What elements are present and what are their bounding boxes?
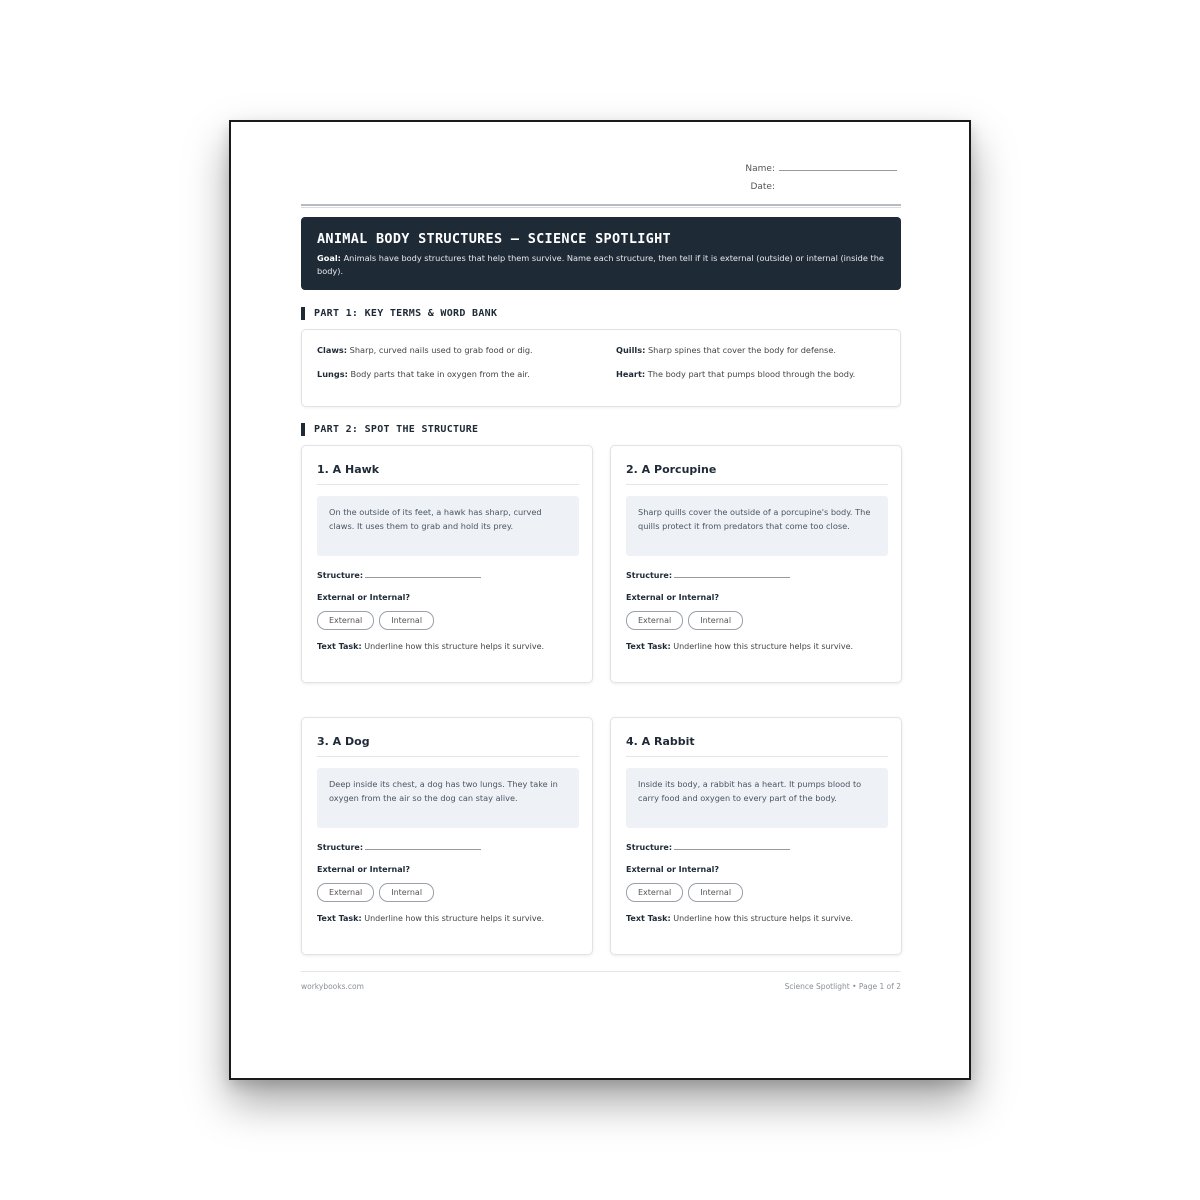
card-passage: On the outside of its feet, a hawk has sharp, curved claws. It uses them to grab and hold its prey. bbox=[317, 496, 579, 556]
card-rabbit bbox=[610, 717, 902, 955]
external-option[interactable]: External bbox=[626, 883, 683, 902]
date-label: Date: bbox=[750, 182, 775, 192]
choice-group bbox=[317, 608, 439, 630]
structure-blank[interactable] bbox=[365, 841, 481, 850]
goal-text bbox=[317, 252, 885, 278]
word-bank bbox=[301, 329, 901, 407]
name-blank[interactable] bbox=[779, 162, 897, 171]
text-task: Text Task: Underline how this structure helps it survive. bbox=[317, 642, 545, 651]
page-content bbox=[301, 122, 901, 1078]
external-internal-question: External or Internal? bbox=[626, 865, 720, 874]
card-hawk bbox=[301, 445, 593, 683]
section-marker bbox=[301, 423, 305, 436]
name-field[interactable] bbox=[741, 162, 901, 174]
title-banner bbox=[301, 217, 901, 290]
structure-blank[interactable] bbox=[365, 569, 481, 578]
term-quills: Quills: Sharp spines that cover the body for defense. bbox=[616, 345, 836, 355]
section-marker bbox=[301, 307, 305, 320]
text-task: Text Task: Underline how this structure helps it survive. bbox=[626, 914, 854, 923]
card-title: 2. A Porcupine bbox=[626, 463, 888, 485]
footer-page-info: Science Spotlight • Page 1 of 2 bbox=[784, 982, 901, 991]
card-passage: Sharp quills cover the outside of a porcupine's body. The quills protect it from predators that come too close. bbox=[626, 496, 888, 556]
term-heart: Heart: The body part that pumps blood through the body. bbox=[616, 369, 856, 379]
text-task: Text Task: Underline how this structure helps it survive. bbox=[626, 642, 854, 651]
internal-option[interactable]: Internal bbox=[379, 883, 434, 902]
worksheet-page bbox=[229, 120, 971, 1080]
external-internal-question: External or Internal? bbox=[626, 593, 720, 602]
external-internal-question: External or Internal? bbox=[317, 865, 411, 874]
footer-divider bbox=[301, 971, 901, 972]
name-label: Name: bbox=[745, 164, 775, 174]
internal-option[interactable]: Internal bbox=[379, 611, 434, 630]
card-passage: Deep inside its chest, a dog has two lungs. They take in oxygen from the air so the dog can stay alive. bbox=[317, 768, 579, 828]
goal-body: Animals have body structures that help them survive. Name each structure, then tell if it is external (outside) or internal (inside the body). bbox=[317, 253, 884, 276]
structure-field[interactable]: Structure: bbox=[626, 569, 790, 580]
external-option[interactable]: External bbox=[317, 611, 374, 630]
structure-field[interactable]: Structure: bbox=[626, 841, 790, 852]
card-title: 3. A Dog bbox=[317, 735, 579, 757]
text-task: Text Task: Underline how this structure helps it survive. bbox=[317, 914, 545, 923]
card-title: 1. A Hawk bbox=[317, 463, 579, 485]
internal-option[interactable]: Internal bbox=[688, 883, 743, 902]
card-porcupine bbox=[610, 445, 902, 683]
date-field[interactable] bbox=[741, 182, 901, 192]
card-dog bbox=[301, 717, 593, 955]
part1-heading: PART 1: KEY TERMS & WORD BANK bbox=[301, 307, 901, 321]
choice-group bbox=[317, 880, 439, 902]
external-option[interactable]: External bbox=[626, 611, 683, 630]
part2-heading: PART 2: SPOT THE STRUCTURE bbox=[301, 423, 901, 437]
term-lungs: Lungs: Body parts that take in oxygen from the air. bbox=[317, 369, 530, 379]
card-title: 4. A Rabbit bbox=[626, 735, 888, 757]
goal-label: Goal: bbox=[317, 253, 341, 263]
term-claws: Claws: Sharp, curved nails used to grab food or dig. bbox=[317, 345, 533, 355]
worksheet-title: ANIMAL BODY STRUCTURES — SCIENCE SPOTLIGHT bbox=[317, 231, 671, 247]
structure-field[interactable]: Structure: bbox=[317, 841, 481, 852]
header-divider bbox=[301, 204, 901, 208]
choice-group bbox=[626, 880, 748, 902]
structure-blank[interactable] bbox=[674, 569, 790, 578]
external-internal-question: External or Internal? bbox=[317, 593, 411, 602]
footer-site: workybooks.com bbox=[301, 982, 364, 991]
structure-blank[interactable] bbox=[674, 841, 790, 850]
internal-option[interactable]: Internal bbox=[688, 611, 743, 630]
external-option[interactable]: External bbox=[317, 883, 374, 902]
choice-group bbox=[626, 608, 748, 630]
card-passage: Inside its body, a rabbit has a heart. It pumps blood to carry food and oxygen to every part of the body. bbox=[626, 768, 888, 828]
structure-field[interactable]: Structure: bbox=[317, 569, 481, 580]
